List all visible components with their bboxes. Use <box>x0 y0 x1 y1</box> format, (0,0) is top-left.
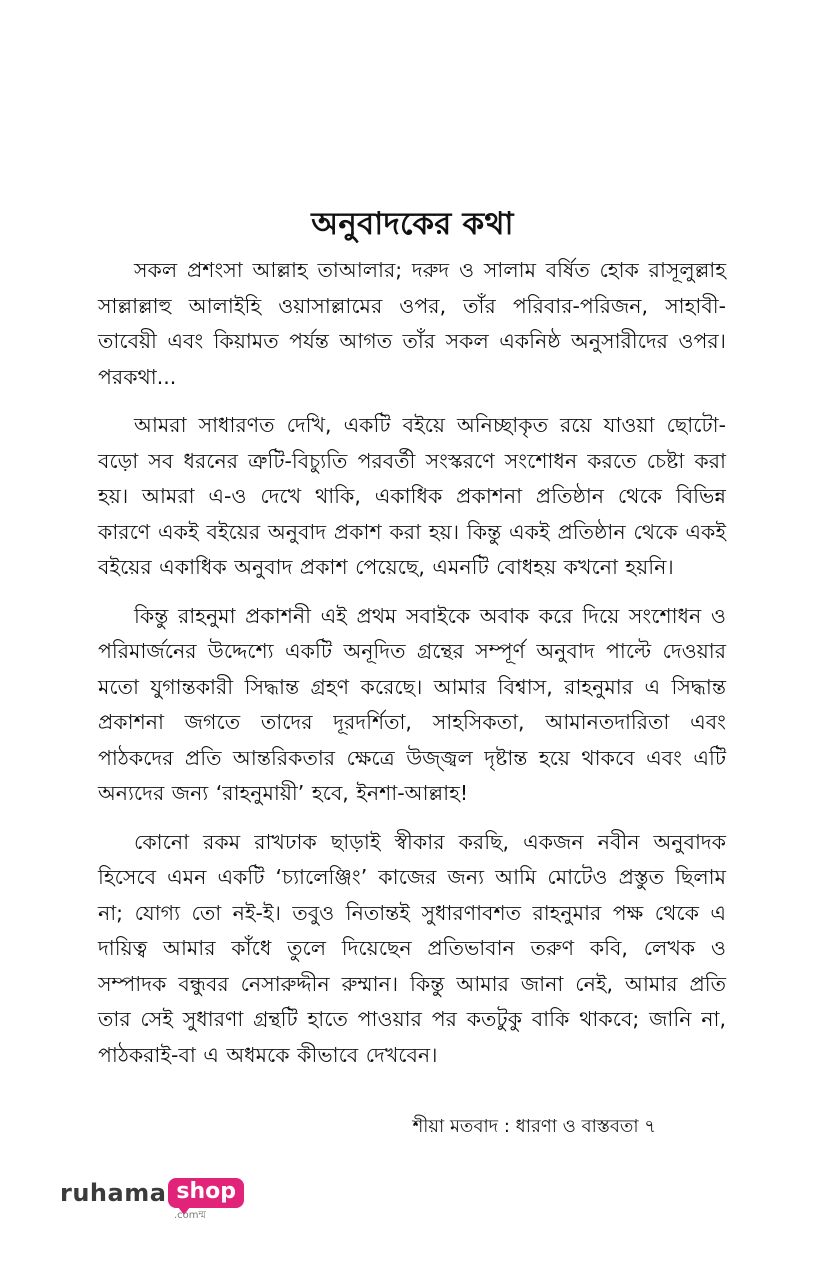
body-text <box>98 253 726 1086</box>
page-title: অনুবাদকের কথা <box>311 206 514 242</box>
logo-badge: shop <box>168 1178 244 1208</box>
ruhama-shop-logo <box>60 1178 244 1221</box>
paragraph-4: কোনো রকম রাখঢাক ছাড়াই স্বীকার করছি, একজন নবীন অনুবাদক হিসেবে এমন একটি ‘চ্যালেঞ্জিং’ কাজের জন্য আমি মোটেও প্রস্তুত ছিলাম না; যোগ্য তো নই-ই। তবুও নিতান্তই সুধারণাবশত রাহনুমার পক্ষ থেকে এ দায়িত্ব আমার কাঁধে তুলে দিয়েছেন প্রতিভাবান তরুণ কবি, লেখক ও সম্পাদক বন্ধুবর নেসারুদ্দীন রুম্মান। কিন্তু আমার জানা নেই, আমার প্রতি তার সেই সুধারণা গ্রন্থটি হাতে পাওয়ার পর কতটুকু বাকি থাকবে; জানি না, পাঠকরাই-বা এ অধমকে কীভাবে দেখবেন। <box>98 829 726 1067</box>
paragraph-3: কিন্তু রাহনুমা প্রকাশনী এই প্রথম সবাইকে অবাক করে দিয়ে সংশোধন ও পরিমার্জনের উদ্দেশ্যে একটি অনূদিত গ্রন্থের সম্পূর্ণ অনুবাদ পাল্টে দেওয়ার মতো যুগান্তকারী সিদ্ধান্ত গ্রহণ করেছে। আমার বিশ্বাস, রাহনুমার এ সিদ্ধান্ত প্রকাশনা জগতে তাদের দূরদর্শিতা, সাহসিকতা, আমানতদারিতা এবং পাঠকদের প্রতি আন্তরিকতার ক্ষেত্রে উজ্জ্বল দৃষ্টান্ত হয়ে থাকবে এবং এটি অন্যদের জন্য ‘রাহনুমায়ী’ হবে, ইনশা-আল্লাহ! <box>98 603 726 805</box>
paragraph-2: আমরা সাধারণত দেখি, একটি বইয়ে অনিচ্ছাকৃত রয়ে যাওয়া ছোটো-বড়ো সব ধরনের ত্রুটি-বিচ্যুতি পরবর্তী সংস্করণে সংশোধন করতে চেষ্টা করা হয়। আমরা এ-ও দেখে থাকি, একাধিক প্রকাশনা প্রতিষ্ঠান থেকে বিভিন্ন কারণে একই বইয়ের অনুবাদ প্রকাশ করা হয়। কিন্তু একই প্রতিষ্ঠান থেকে একই বইয়ের একাধিক অনুবাদ প্রকাশ পেয়েছে, এমনটি বোধহয় কখনো হয়নি। <box>98 413 726 579</box>
logo-domain: .comম্ম <box>174 1210 206 1221</box>
logo-text: ruhama <box>60 1179 167 1207</box>
page-footer: শীয়া মতবাদ : ধারণা ও বাস্তবতা ৭ <box>412 1116 656 1137</box>
paragraph-1: সকল প্রশংসা আল্লাহ তাআলার; দরুদ ও সালাম বর্ষিত হোক রাসূলুল্লাহ সাল্লাল্লাহু আলাইহি ওয়াসাল্লামের ওপর, তাঁর পরিবার-পরিজন, সাহাবী-তাবেয়ী এবং কিয়ামত পর্যন্ত আগত তাঁর সকল একনিষ্ঠ অনুসারীদের ওপর। পরকথা... <box>98 258 726 389</box>
